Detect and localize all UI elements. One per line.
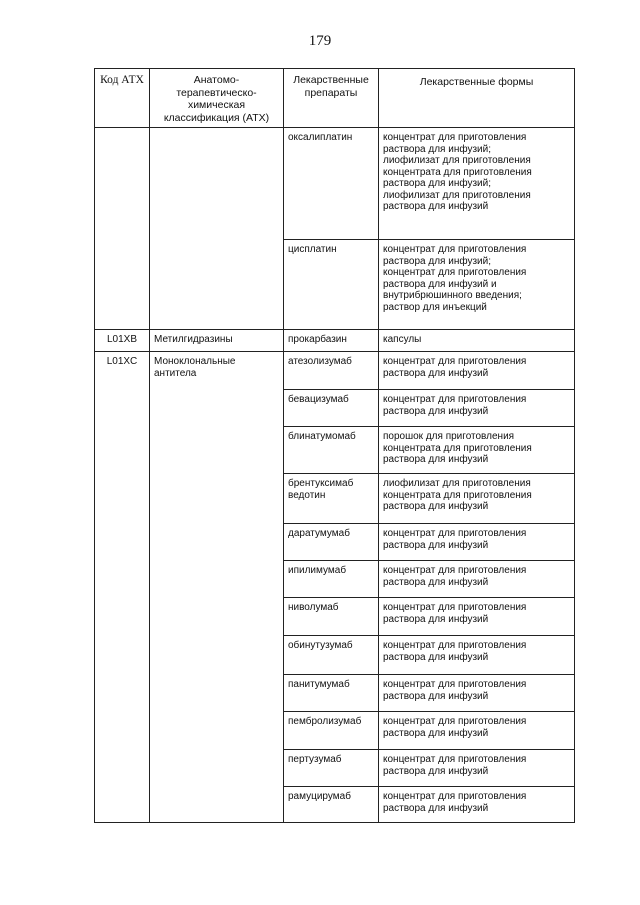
drug-cell: блинатумомаб — [284, 427, 379, 474]
form-line: концентрат для приготовления раствора для инфузий — [383, 679, 527, 702]
form-line: концентрат для приготовления раствора для инфузий; — [383, 132, 527, 155]
table-row — [95, 128, 575, 240]
drug-cell: ипилимумаб — [284, 561, 379, 598]
drug-cell: атезолизумаб — [284, 352, 379, 390]
form-line: концентрат для приготовления раствора для инфузий — [383, 394, 527, 417]
atc-code-cell: L01XC — [95, 352, 150, 823]
table-row — [95, 352, 575, 390]
forms-cell — [379, 750, 575, 787]
forms-cell — [379, 675, 575, 712]
classification-cell: Моноклональные антитела — [150, 352, 284, 823]
drug-cell: оксалиплатин — [284, 128, 379, 240]
header-forms: Лекарственные формы — [379, 69, 575, 128]
form-line: лиофилизат для приготовления концентрата для приготовления раствора для инфузий — [383, 478, 532, 512]
forms-cell — [379, 352, 575, 390]
forms-cell — [379, 474, 575, 524]
table-row — [95, 330, 575, 352]
form-line: концентрат для приготовления раствора для инфузий; — [383, 244, 527, 267]
classification-cell: Метилгидразины — [150, 330, 284, 352]
forms-cell — [379, 524, 575, 561]
form-line: лиофилизат для приготовления концентрата для приготовления раствора для инфузий; — [383, 155, 532, 189]
form-line: капсулы — [383, 334, 422, 345]
drug-cell: прокарбазин — [284, 330, 379, 352]
form-line: лиофилизат для приготовления раствора для инфузий — [383, 189, 531, 212]
form-line: раствор для инъекций — [383, 301, 487, 313]
form-line: концентрат для приготовления раствора для инфузий — [383, 754, 527, 777]
form-line: концентрат для приготовления раствора для инфузий — [383, 602, 527, 625]
atc-table — [94, 68, 575, 823]
form-line: порошок для приготовления концентрата для приготовления раствора для инфузий — [383, 431, 532, 465]
forms-cell — [379, 427, 575, 474]
drug-cell: рамуцирумаб — [284, 787, 379, 823]
drug-cell: обинутузумаб — [284, 636, 379, 675]
header-atc-code: Код АТХ — [95, 69, 150, 128]
form-line: концентрат для приготовления раствора для инфузий — [383, 716, 527, 739]
forms-cell — [379, 561, 575, 598]
forms-cell — [379, 787, 575, 823]
drug-cell: брентуксимаб ведотин — [284, 474, 379, 524]
form-line: концентрат для приготовления раствора для инфузий — [383, 565, 527, 588]
drug-cell: ниволумаб — [284, 598, 379, 636]
forms-cell — [379, 330, 575, 352]
atc-code-cell — [95, 128, 150, 330]
forms-cell — [379, 240, 575, 330]
form-line: концентрат для приготовления раствора для инфузий — [383, 640, 527, 663]
drug-cell: даратумумаб — [284, 524, 379, 561]
drug-cell: цисплатин — [284, 240, 379, 330]
drug-cell: пертузумаб — [284, 750, 379, 787]
forms-cell — [379, 598, 575, 636]
page-number: 179 — [308, 33, 332, 49]
drug-cell: бевацизумаб — [284, 390, 379, 427]
table-header-row — [95, 69, 575, 128]
header-drugs: Лекарственные препараты — [284, 69, 379, 128]
forms-cell — [379, 390, 575, 427]
forms-cell — [379, 128, 575, 240]
classification-cell — [150, 128, 284, 330]
form-line: концентрат для приготовления раствора для инфузий и внутрибрюшинного введения; — [383, 267, 527, 301]
forms-cell — [379, 636, 575, 675]
forms-cell — [379, 712, 575, 750]
drug-cell: пембролизумаб — [284, 712, 379, 750]
drug-cell: панитумумаб — [284, 675, 379, 712]
atc-code-cell: L01XB — [95, 330, 150, 352]
form-line: концентрат для приготовления раствора для инфузий — [383, 528, 527, 551]
form-line: концентрат для приготовления раствора для инфузий — [383, 791, 527, 814]
form-line: концентрат для приготовления раствора для инфузий — [383, 356, 527, 379]
header-classification: Анатомо-терапевтическо-химическая классификация (АТХ) — [150, 69, 284, 128]
